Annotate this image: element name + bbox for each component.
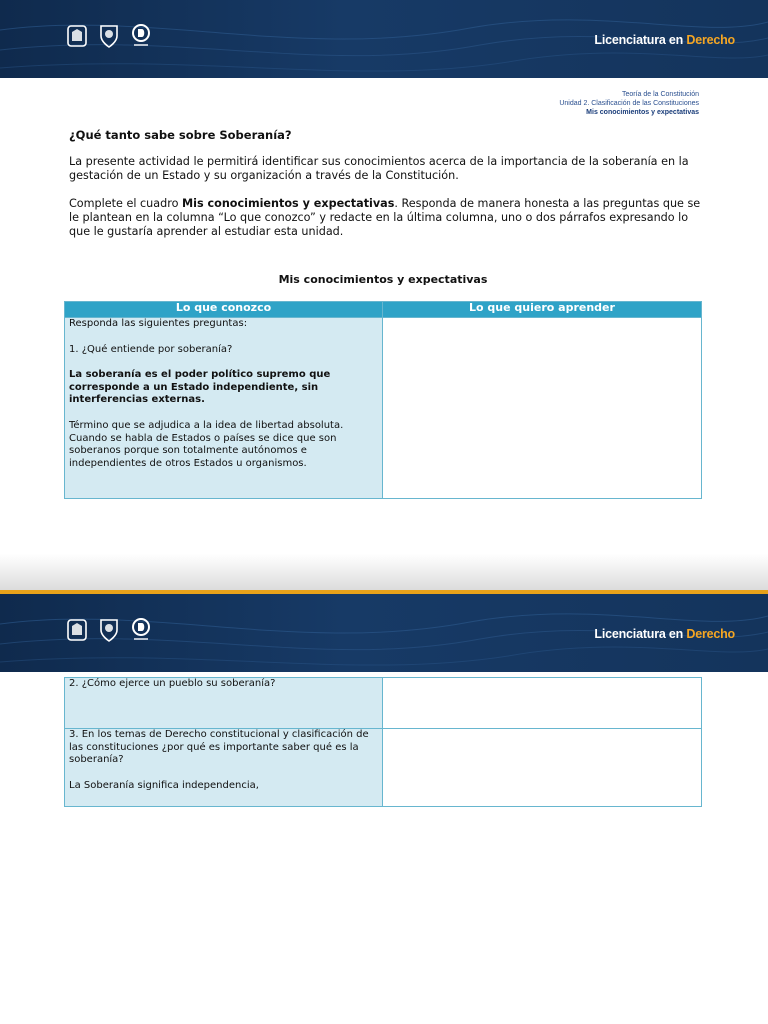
breadcrumb-unit: Unidad 2. Clasificación de las Constituciones <box>559 100 699 107</box>
unam-seal-icon <box>66 22 88 50</box>
program-title: Licenciatura en Derecho <box>594 627 735 641</box>
header-banner-page-2 <box>0 594 768 672</box>
breadcrumb-activity: Mis conocimientos y expectativas <box>586 109 699 116</box>
column-header-learn: Lo que quiero aprender <box>383 302 702 318</box>
table-cell-learn-2[interactable] <box>383 678 702 729</box>
breadcrumb <box>559 90 699 117</box>
column-header-known: Lo que conozco <box>65 302 383 318</box>
page-break <box>0 554 768 590</box>
shield-crest-icon <box>98 616 120 644</box>
distance-education-logo-icon <box>130 616 152 644</box>
table-title: Mis conocimientos y expectativas <box>278 273 488 286</box>
page-title: ¿Qué tanto sabe sobre Soberanía? <box>69 128 292 142</box>
knowledge-table-continued <box>64 677 702 807</box>
unam-seal-icon <box>66 616 88 644</box>
table-cell-known-2[interactable]: 2. ¿Cómo ejerce un pueblo su soberanía? <box>65 678 383 729</box>
table-cell-known-3[interactable]: 3. En los temas de Derecho constitucional y clasificación de las constituciones ¿por qué es importante saber qué es la soberanía? La Soberanía significa independencia, <box>65 729 383 807</box>
instructions-paragraph: Complete el cuadro Mis conocimientos y expectativas. Responda de manera honesta a las preguntas que se le plantean en la columna “Lo que conozco” y redacte en la última columna, uno o dos párrafos expresando lo que le gustaría aprender al estudiar esta unidad. <box>69 197 701 238</box>
breadcrumb-course: Teoría de la Constitución <box>621 91 699 98</box>
distance-education-logo-icon <box>130 22 152 50</box>
knowledge-table <box>64 301 702 499</box>
program-title: Licenciatura en Derecho <box>594 33 735 47</box>
table-cell-learn-1[interactable] <box>383 318 702 499</box>
table-cell-known-1[interactable]: Responda las siguientes preguntas: 1. ¿Qué entiende por soberanía? La soberanía es el poder político supremo que corresponde a un Estado independiente, sin interferencias externas. Término que se adjudica a la idea de libertad absoluta. Cuando se habla de Estados o países se dice que son soberanos porque son totalmente autónomos e independientes de otros Estados u organismos. <box>65 318 383 499</box>
header-banner <box>0 0 768 78</box>
shield-crest-icon <box>98 22 120 50</box>
table-cell-learn-3[interactable] <box>383 729 702 807</box>
activity-intro <box>69 128 702 253</box>
intro-paragraph: La presente actividad le permitirá identificar sus conocimientos acerca de la importancia de la soberanía en la gestación de un Estado y su organización a través de la Constitución. <box>69 155 689 182</box>
